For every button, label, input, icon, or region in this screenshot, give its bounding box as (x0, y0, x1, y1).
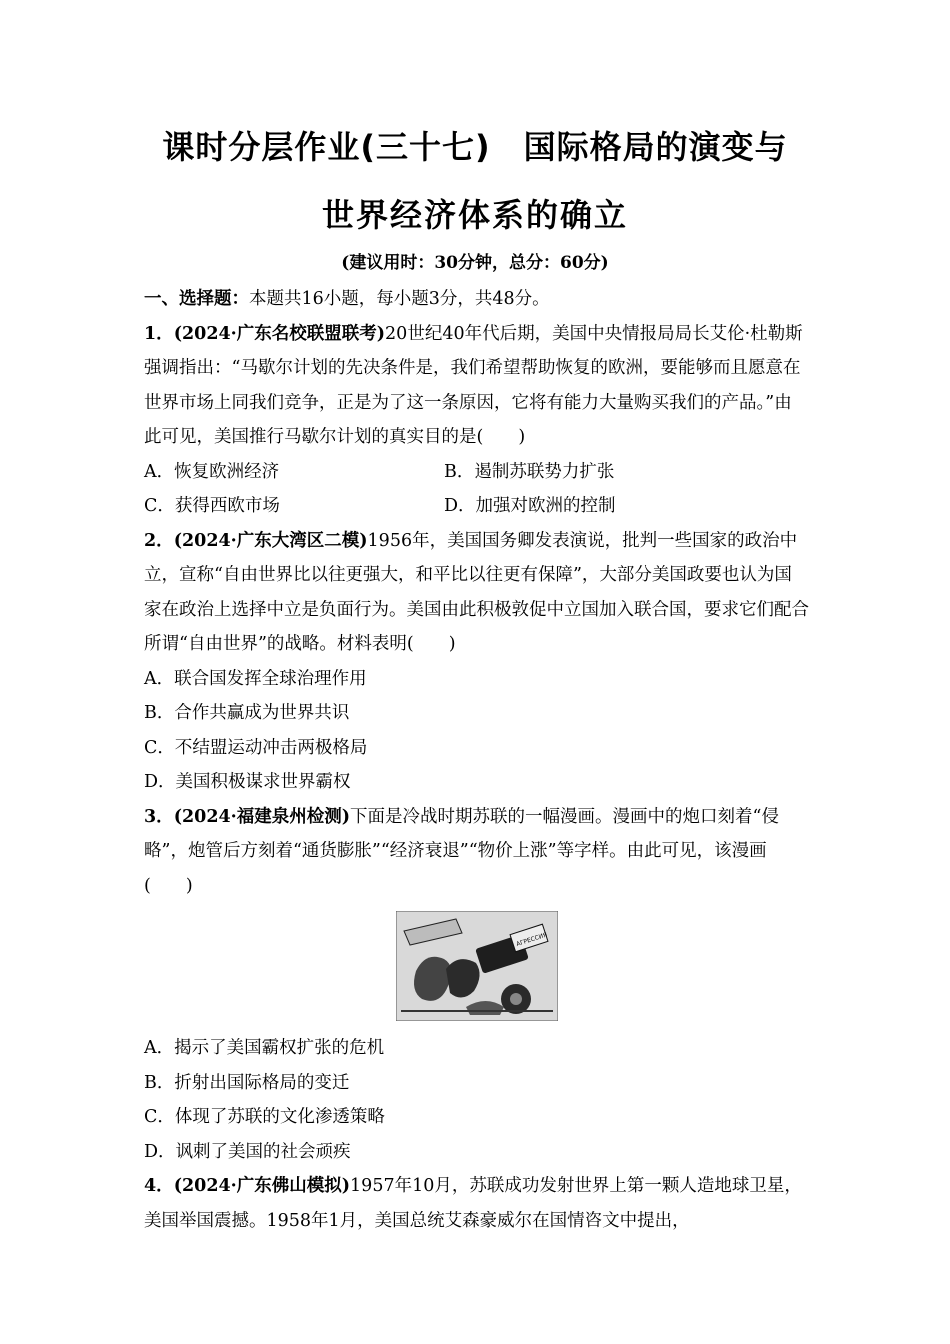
section-heading-label: 一、选择题： (144, 289, 249, 309)
question-4-text: 1957年10月，苏联成功发射世界上第一颗人造地球卫星，美国举国震撼。1958年1月，美国总统艾森豪威尔在国情咨文中提出， (144, 1176, 802, 1231)
cartoon-aggression-text: АГРЕССИЯ (514, 931, 548, 949)
question-1-options-row2 (144, 489, 809, 524)
section-heading (144, 282, 809, 317)
question-list (144, 282, 809, 1238)
question-3-option-c: C．体现了苏联的文化渗透策略 (144, 1107, 385, 1127)
question-1-option-c: C．获得西欧市场 (144, 496, 280, 516)
question-1-option-a: A．恢复欧洲经济 (144, 461, 280, 482)
question-1-option-d: D．加强对欧洲的控制 (444, 496, 616, 516)
question-2-option-c: C．不结盟运动冲击两极格局 (144, 737, 368, 758)
cartoon-figure (144, 903, 809, 1031)
question-2-text: 1956年，美国国务卿发表演说，批判一些国家的政治中立，宣称“自由世界比以往更强大，和平比以往更有保障”，大部分美国政要也认为国家在政治上选择中立是负面行为。美国由此积极敦促中立国加入联合国，要求它们配合所谓“自由世界”的战略。材料表明( ) (144, 530, 809, 654)
section-heading-text: 本题共16小题，每小题3分，共48分。 (249, 289, 550, 309)
question-3-option-b: B．折射出国际格局的变迁 (144, 1072, 350, 1093)
question-1-source: (2024·广东名校联盟联考) (173, 323, 386, 344)
question-3-source: (2024·福建泉州检测) (173, 806, 351, 827)
question-3-number: 3． (144, 806, 174, 827)
question-2-stem (144, 524, 809, 662)
cold-war-cartoon-image (396, 911, 558, 1021)
question-1-options-row1 (144, 455, 809, 490)
question-2-option-b: B．合作共赢成为世界共识 (144, 703, 350, 723)
time-score-note: (建议用时：30分钟，总分：60分) (341, 253, 609, 273)
question-1-text: 20世纪40年代后期，美国中央情报局局长艾伦·杜勒斯强调指出：“马歇尔计划的先决条件是，我们希望帮助恢复的欧洲，要能够而且愿意在世界市场上同我们竞争，正是为了这一条原因，它将有能力大量购买我们的产品。”由此可见，美国推行马歇尔计划的真实目的是( ) (144, 323, 803, 447)
question-3-stem (144, 800, 809, 904)
question-4-stem (144, 1169, 809, 1238)
question-4-number: 4． (144, 1176, 174, 1196)
question-2-source: (2024·广东大湾区二模) (173, 530, 368, 551)
question-1-stem (144, 317, 809, 455)
question-4-source: (2024·广东佛山模拟) (173, 1176, 351, 1196)
cartoon-wheel-hub (510, 993, 522, 1005)
question-1-number: 1． (144, 323, 174, 344)
question-1-option-b: B．遏制苏联势力扩张 (444, 461, 615, 482)
question-2-option-a: A．联合国发挥全球治理作用 (144, 668, 367, 689)
question-3-option-d: D．讽刺了美国的社会顽疾 (144, 1141, 351, 1162)
page-title-line2: 世界经济体系的确立 (321, 196, 628, 234)
question-3-option-a: A．揭示了美国霸权扩张的危机 (144, 1038, 385, 1058)
question-3-text: 下面是冷战时期苏联的一幅漫画。漫画中的炮口刻着“侵略”，炮管后方刻着“通货膨胀”“经济衰退”“物价上涨”等字样。由此可见，该漫画( ) (144, 806, 779, 896)
question-2-number: 2． (144, 530, 174, 551)
page-title-line1: 课时分层作业(三十七) 国际格局的演变与 (162, 128, 788, 166)
question-2-option-d: D．美国积极谋求世界霸权 (144, 772, 351, 792)
